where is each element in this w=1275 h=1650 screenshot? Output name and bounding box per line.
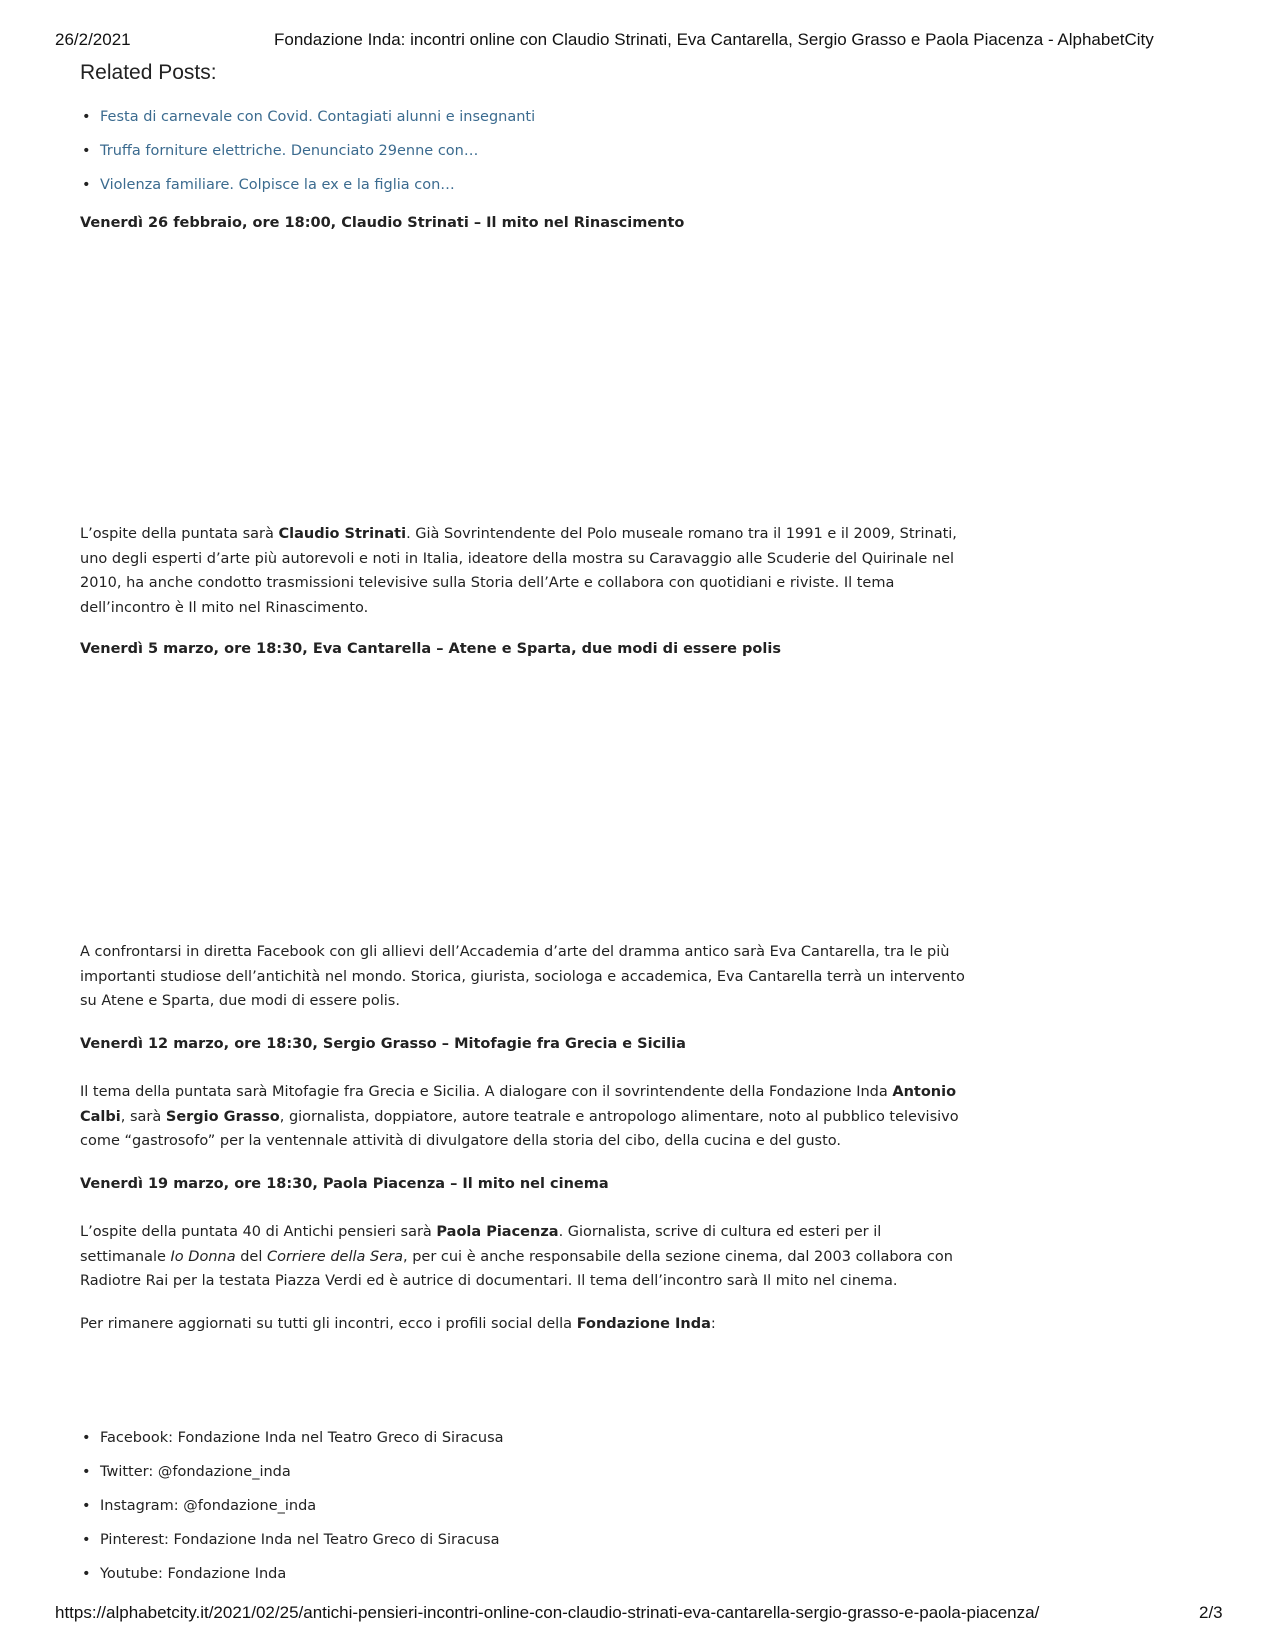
related-post-item bbox=[80, 175, 980, 209]
print-url: https://alphabetcity.it/2021/02/25/antichi-pensieri-incontri-online-con-claudio-strinati-eva-cantarella-sergio-grasso-e-paola-piacenza/ bbox=[55, 1603, 1040, 1622]
related-post-item bbox=[80, 107, 980, 141]
event-heading-piacenza: Venerdì 19 marzo, ore 18:30, Paola Piacenza – Il mito nel cinema bbox=[80, 1176, 609, 1192]
related-post-item bbox=[80, 141, 980, 175]
print-date: 26/2/2021 bbox=[55, 30, 131, 49]
social-item-pinterest: • Pinterest: Fondazione Inda nel Teatro Greco di Siracusa bbox=[80, 1530, 980, 1564]
page-number: 2/3 bbox=[1199, 1603, 1223, 1622]
event-heading-grasso: Venerdì 12 marzo, ore 18:30, Sergio Grasso – Mitofagie fra Grecia e Sicilia bbox=[80, 1036, 686, 1052]
related-posts-list bbox=[80, 107, 980, 209]
social-intro: Per rimanere aggiornati su tutti gli incontri, ecco i profili social della Fondazione Inda: bbox=[80, 1316, 716, 1332]
social-item-youtube: • Youtube: Fondazione Inda bbox=[80, 1564, 980, 1598]
event-heading-strinati: Venerdì 26 febbraio, ore 18:00, Claudio Strinati – Il mito nel Rinascimento bbox=[80, 215, 685, 231]
social-item-instagram: • Instagram: @fondazione_inda bbox=[80, 1496, 980, 1530]
event-paragraph-cantarella: A confrontarsi in diretta Facebook con gli allievi dell’Accademia d’arte del dramma antico sarà Eva Cantarella, tra le più importanti studiose dell’antichità nel mondo. Storica, giurista, sociologa e accademica, Eva Cantarella terrà un intervento su Atene e Sparta, due modi di essere polis. bbox=[80, 944, 965, 1009]
event-heading-cantarella: Venerdì 5 marzo, ore 18:30, Eva Cantarella – Atene e Sparta, due modi di essere polis bbox=[80, 641, 781, 657]
related-post-link[interactable]: Violenza familiare. Colpisce la ex e la figlia con… bbox=[100, 177, 455, 193]
social-item-twitter: • Twitter: @fondazione_inda bbox=[80, 1462, 980, 1496]
event-paragraph-strinati: L’ospite della puntata sarà Claudio Strinati. Già Sovrintendente del Polo museale romano tra il 1991 e il 2009, Strinati, uno degli esperti d’arte più autorevoli e noti in Italia, ideatore della mostra su Caravaggio alle Scuderie del Quirinale nel 2010, ha anche condotto trasmissioni televisive sulla Storia dell’Arte e collabora con quotidiani e riviste. Il tema dell’incontro è Il mito nel Rinascimento. bbox=[80, 526, 957, 616]
event-paragraph-piacenza: L’ospite della puntata 40 di Antichi pensieri sarà Paola Piacenza. Giornalista, scrive di cultura ed esteri per il settimanale Io Donna del Corriere della Sera, per cui è anche responsabile della sezione cinema, dal 2003 collabora con Radiotre Rai per la testata Piazza Verdi ed è autrice di documentari. Il tema dell’incontro sarà Il mito nel cinema. bbox=[80, 1224, 953, 1289]
related-post-link[interactable]: Festa di carnevale con Covid. Contagiati alunni e insegnanti bbox=[100, 109, 536, 125]
event-paragraph-grasso: Il tema della puntata sarà Mitofagie fra Grecia e Sicilia. A dialogare con il sovrintendente della Fondazione Inda Antonio Calbi, sarà Sergio Grasso, giornalista, doppiatore, autore teatrale e antropologo alimentare, noto al pubblico televisivo come “gastrosofo” per la ventennale attività di divulgatore della storia del cibo, della cucina e del gusto. bbox=[80, 1084, 959, 1149]
print-page-title: Fondazione Inda: incontri online con Claudio Strinati, Eva Cantarella, Sergio Grasso e Paola Piacenza - AlphabetCity bbox=[274, 30, 1154, 49]
social-item-facebook: • Facebook: Fondazione Inda nel Teatro Greco di Siracusa bbox=[80, 1428, 980, 1462]
related-posts-title: Related Posts: bbox=[80, 61, 217, 84]
related-post-link[interactable]: Truffa forniture elettriche. Denunciato 29enne con… bbox=[100, 143, 479, 159]
social-profiles-list bbox=[80, 1428, 980, 1598]
